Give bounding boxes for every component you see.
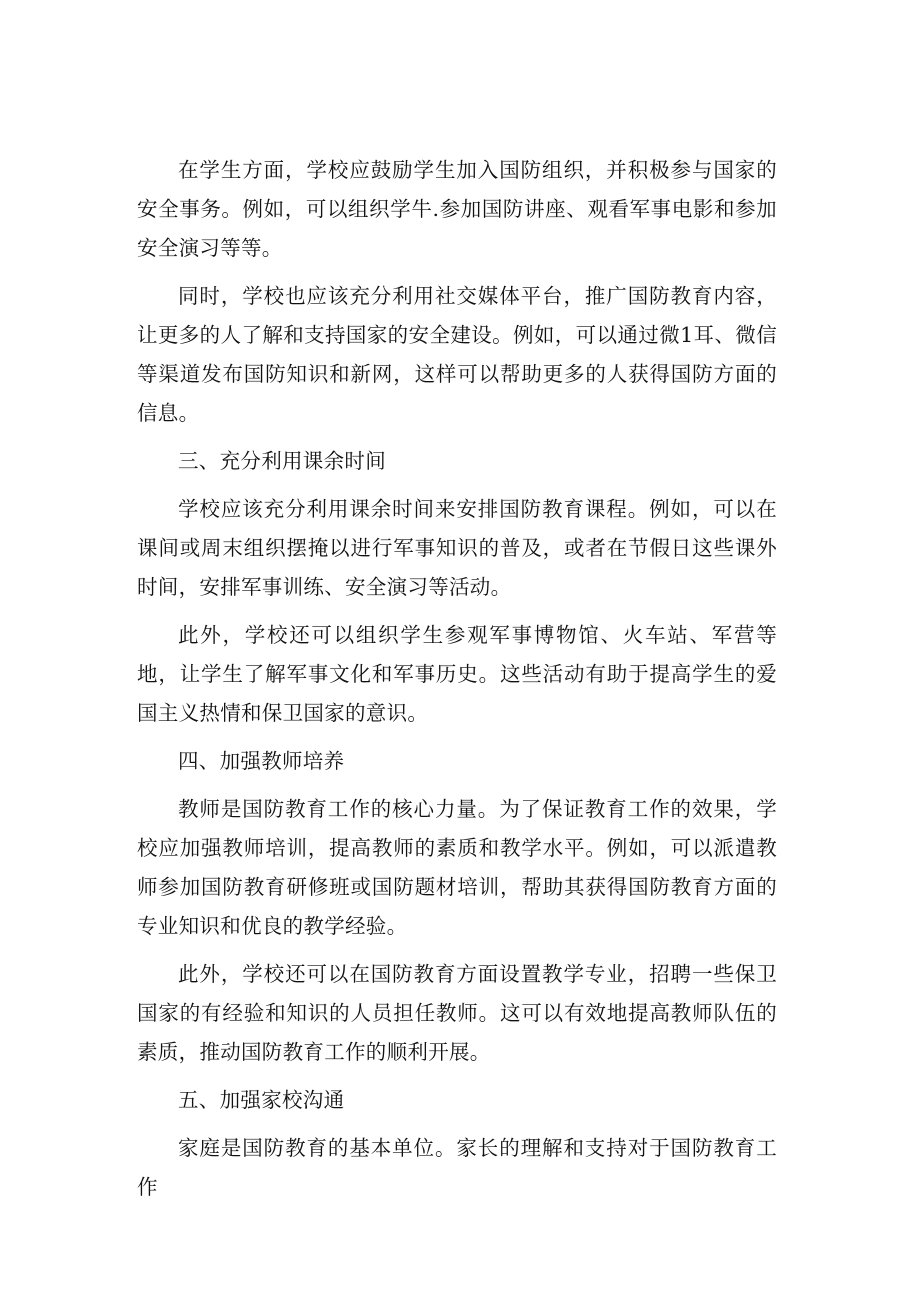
section-heading-5: 五、加强家校沟通 <box>178 1088 345 1112</box>
paragraph-teacher-training: 教师是国防教育工作的核心力量。为了保证教育工作的效果，学校应加强教师培训，提高教师的素质和教学水平。例如，可以派遣教师参加国防教育研修班或国防题材培训，帮助其获得国防教育方面的专业知识和优良的教学经验。 <box>137 797 777 938</box>
section-heading-3: 三、充分利用课余时间 <box>178 449 386 473</box>
section-heading-4: 四、加强教师培养 <box>178 749 345 773</box>
paragraph-student-participation: 在学生方面，学校应鼓励学生加入国防组织，并积极参与国家的安全事务。例如，可以组织学牛.参加国防讲座、观看军事电影和参加安全演习等等。 <box>137 158 777 260</box>
document-body <box>137 151 777 1216</box>
paragraph-extracurricular-courses: 学校应该充分利用课余时间来安排国防教育课程。例如，可以在课间或周末组织摆掩以进行军事知识的普及，或者在节假日这些课外时间，安排军事训练、安全演习等活动。 <box>137 497 777 599</box>
paragraph-social-media: 同时，学校也应该充分利用社交媒体平台，推广国防教育内容，让更多的人了解和支持国家的安全建设。例如，可以通过微1耳、微信等渠道发布国防知识和新网，这样可以帮助更多的人获得国防方面的信息。 <box>137 284 777 425</box>
paragraph-family-role: 家庭是国防教育的基本单位。家长的理解和支持对于国防教育工作 <box>137 1136 777 1199</box>
paragraph-teacher-recruitment: 此外，学校还可以在国防教育方面设置教学专业，招聘一些保卫国家的有经验和知识的人员担任教师。这可以有效地提高教师队伍的素质，推动国防教育工作的顺利开展。 <box>137 962 777 1064</box>
paragraph-museum-visits: 此外，学校还可以组织学生参观军事博物馆、火车站、军营等地，让学生了解军事文化和军事历史。这些活动有助于提高学生的爱国主义热情和保卫国家的意识。 <box>137 623 777 725</box>
